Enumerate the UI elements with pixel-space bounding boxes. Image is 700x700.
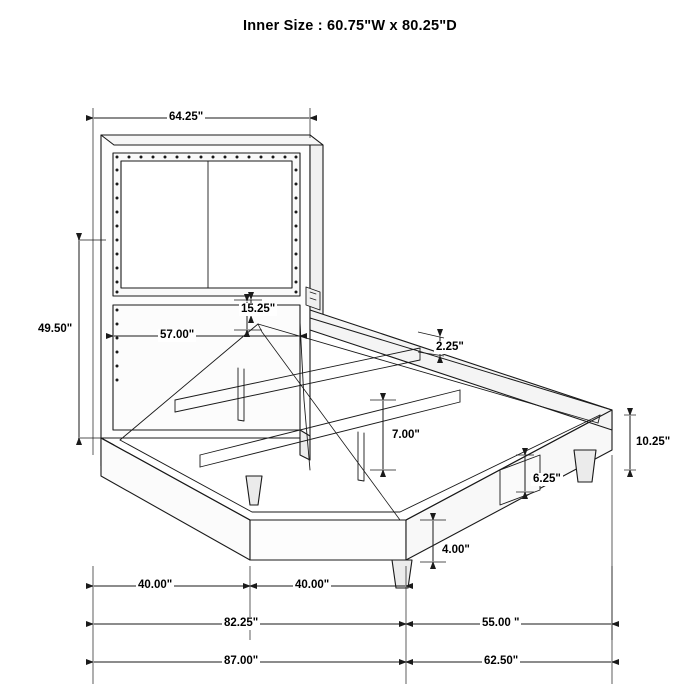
dim-side-lower: 62.50" xyxy=(484,655,519,667)
dim-side-upper: 55.00 " xyxy=(482,617,520,629)
dim-depth-upper: 82.25" xyxy=(224,617,259,629)
dim-overall-side-height: 10.25" xyxy=(636,436,671,448)
dim-deck-height: 7.00" xyxy=(392,429,420,441)
page-title: Inner Size : 60.75"W x 80.25"D xyxy=(243,18,457,34)
dim-rail-thickness: 2.25" xyxy=(436,341,464,353)
dim-headboard-inner-width: 57.00" xyxy=(160,329,195,341)
bed-geometry xyxy=(101,135,612,588)
dim-leg-height: 4.00" xyxy=(442,544,470,556)
dim-top-width: 64.25" xyxy=(169,111,204,123)
dim-headboard-to-rail: 15.25" xyxy=(241,303,276,315)
dim-front-left-segment: 40.00" xyxy=(138,579,173,591)
dim-depth-lower: 87.00" xyxy=(224,655,259,667)
dim-front-right-segment: 40.00" xyxy=(295,579,330,591)
dim-headboard-height: 49.50" xyxy=(38,323,73,335)
dim-side-rail-height: 6.25" xyxy=(533,473,561,485)
